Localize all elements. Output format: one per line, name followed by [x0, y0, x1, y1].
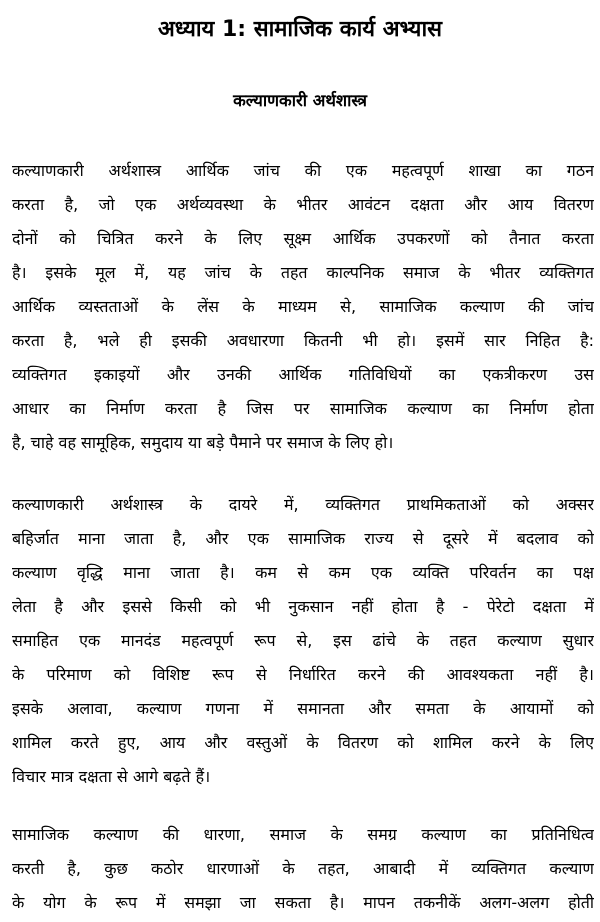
paragraph-2	[12, 488, 594, 794]
text-line: के परिमाण को विशिष्ट रूप से निर्धारित करने की आवश्यकता नहीं है।	[12, 665, 594, 684]
text-line: सामाजिक कल्याण की धारणा, समाज के समग्र कल्याण का प्रतिनिधित्व	[12, 825, 594, 844]
text-line: विचार मात्र दक्षता से आगे बढ़ते हैं।	[12, 767, 211, 786]
text-line: बहिर्जात माना जाता है, और एक सामाजिक राज्य से दूसरे में बदलाव को	[12, 529, 594, 548]
text-line: आर्थिक व्यस्तताओं के लेंस के माध्यम से, सामाजिक कल्याण की जांच	[12, 297, 594, 316]
text-line: लेता है और इससे किसी को भी नुकसान नहीं होता है - पेरेटो दक्षता में	[12, 597, 594, 616]
text-line: इसके अलावा, कल्याण गणना में समानता और समता के आयामों को	[12, 699, 594, 718]
text-line: समाहित एक मानदंड महत्वपूर्ण रूप से, इस ढांचे के तहत कल्याण सुधार	[12, 631, 594, 650]
text-line: दोनों को चित्रित करने के लिए सूक्ष्म आर्थिक उपकरणों को तैनात करता	[12, 229, 594, 248]
text-line: है, चाहे वह सामूहिक, समुदाय या बड़े पैमाने पर समाज के लिए हो।	[12, 433, 394, 452]
chapter-title: अध्याय 1: सामाजिक कार्य अभ्यास	[157, 17, 443, 42]
text-line: करता है, भले ही इसकी अवधारणा कितनी भी हो। इसमें सार निहित है:	[12, 331, 594, 350]
paragraph-1	[12, 154, 594, 460]
paragraph-3	[12, 818, 594, 920]
text-line: कल्याण वृद्धि माना जाता है। कम से कम एक व्यक्ति परिवर्तन का पक्ष	[12, 563, 594, 582]
text-line: करती है, कुछ कठोर धारणाओं के तहत, आबादी में व्यक्तिगत कल्याण	[12, 859, 594, 878]
text-line: शामिल करते हुए, आय और वस्तुओं के वितरण को शामिल करने के लिए	[12, 733, 594, 752]
text-line: है। इसके मूल में, यह जांच के तहत काल्पनिक समाज के भीतर व्यक्तिगत	[12, 263, 594, 282]
text-line: आधार का निर्माण करता है जिस पर सामाजिक कल्याण का निर्माण होता	[12, 399, 594, 418]
text-line: के योग के रूप में समझा जा सकता है। मापन तकनीकें अलग-अलग होती	[12, 893, 594, 912]
text-line: व्यक्तिगत इकाइयों और उनकी आर्थिक गतिविधियों का एकत्रीकरण उस	[12, 365, 594, 384]
section-heading: कल्याणकारी अर्थशास्त्र	[233, 91, 367, 110]
text-line: कल्याणकारी अर्थशास्त्र आर्थिक जांच की एक महत्वपूर्ण शाखा का गठन	[12, 161, 594, 180]
text-line: कल्याणकारी अर्थशास्त्र के दायरे में, व्यक्तिगत प्राथमिकताओं को अक्सर	[12, 495, 594, 514]
text-line: करता है, जो एक अर्थव्यवस्था के भीतर आवंटन दक्षता और आय वितरण	[12, 195, 594, 214]
